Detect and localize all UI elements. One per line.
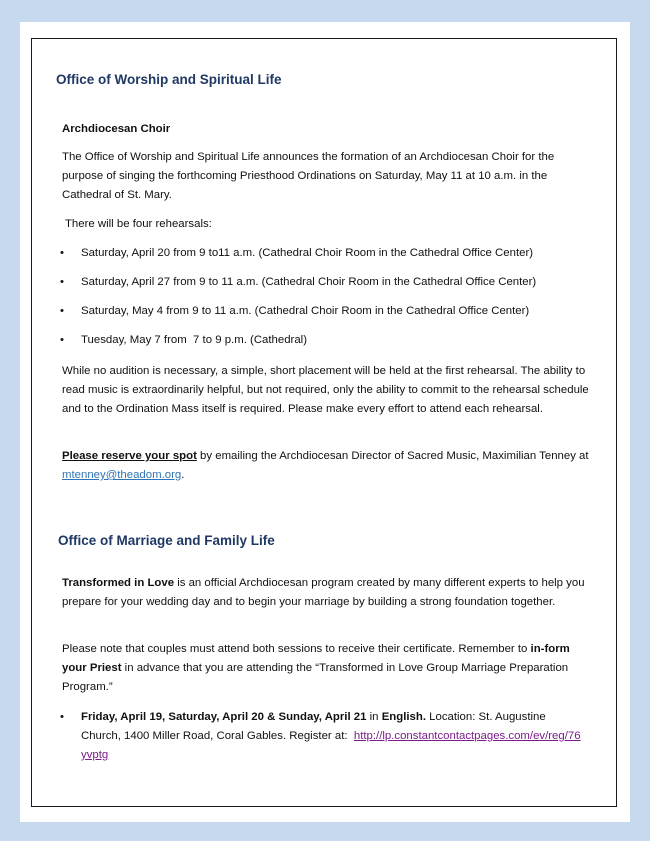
list-item: • Saturday, April 27 from 9 to 11 a.m. (Cathedral Choir Room in the Cathedral Office Center) — [60, 273, 620, 292]
marriage-heading: Office of Marriage and Family Life — [58, 533, 275, 548]
choir-subtitle: Archdiocesan Choir — [62, 123, 171, 135]
list-item: • Tuesday, May 7 from 7 to 9 p.m. (Cathedral) — [60, 331, 620, 350]
reserve-callout: Please reserve your spot — [62, 450, 197, 462]
program-paragraph: Transformed in Love is an official Archdiocesan program created by many different experts to help you prepare for your wedding day and to begin your marriage by building a strong foundation together. — [62, 577, 585, 608]
list-item: • Friday, April 19, Saturday, April 20 & Sunday, April 21 in English. Location: St. Augustine Church, 1400 Miller Road, Coral Gables. Register at: http://lp.constantcontactpages.com/ev/reg/76yvptg — [60, 708, 585, 765]
rehearsal-list — [60, 244, 620, 360]
note-paragraph: Please note that couples must attend both sessions to receive their certificate. Remember to in-form your Priest in advance that you are attending the “Transformed in Love Group Marriage Preparation Program.” — [62, 643, 570, 693]
list-item: • Saturday, May 4 from 9 to 11 a.m. (Cathedral Choir Room in the Cathedral Office Center) — [60, 302, 620, 321]
list-item: • Saturday, April 20 from 9 to11 a.m. (Cathedral Choir Room in the Cathedral Office Center) — [60, 244, 620, 263]
reserve-paragraph: Please reserve your spot by emailing the Archdiocesan Director of Sacred Music, Maximilian Tenney at mtenney@theadom.org. — [62, 450, 589, 481]
bullet-icon: • — [60, 334, 64, 346]
page — [20, 22, 630, 822]
email-link[interactable]: mtenney@theadom.org — [62, 469, 182, 481]
rehearsals-intro: There will be four rehearsals: — [62, 218, 212, 230]
bullet-icon: • — [60, 276, 64, 288]
bullet-icon: • — [60, 711, 64, 723]
bullet-icon: • — [60, 305, 64, 317]
event-list — [60, 708, 585, 775]
worship-heading: Office of Worship and Spiritual Life — [56, 72, 282, 87]
register-link[interactable]: http://lp.constantcontactpages.com/ev/reg/76yvptg — [81, 730, 581, 761]
choir-intro: The Office of Worship and Spiritual Life announces the formation of an Archdiocesan Choir for the purpose of singing the forthcoming Priesthood Ordinations on Saturday, May 11 at 10 a.m. in the Cathedral of St. Mary. — [62, 151, 555, 201]
audition-paragraph: While no audition is necessary, a simple, short placement will be held at the first rehearsal. The ability to read music is extraordinarily helpful, but not required, only the ability to commit to the rehearsal schedule and to the Ordination Mass itself is required. Please make every effort to attend each rehearsal. — [62, 365, 589, 415]
bullet-icon: • — [60, 247, 64, 259]
program-name: Transformed in Love — [62, 577, 175, 589]
